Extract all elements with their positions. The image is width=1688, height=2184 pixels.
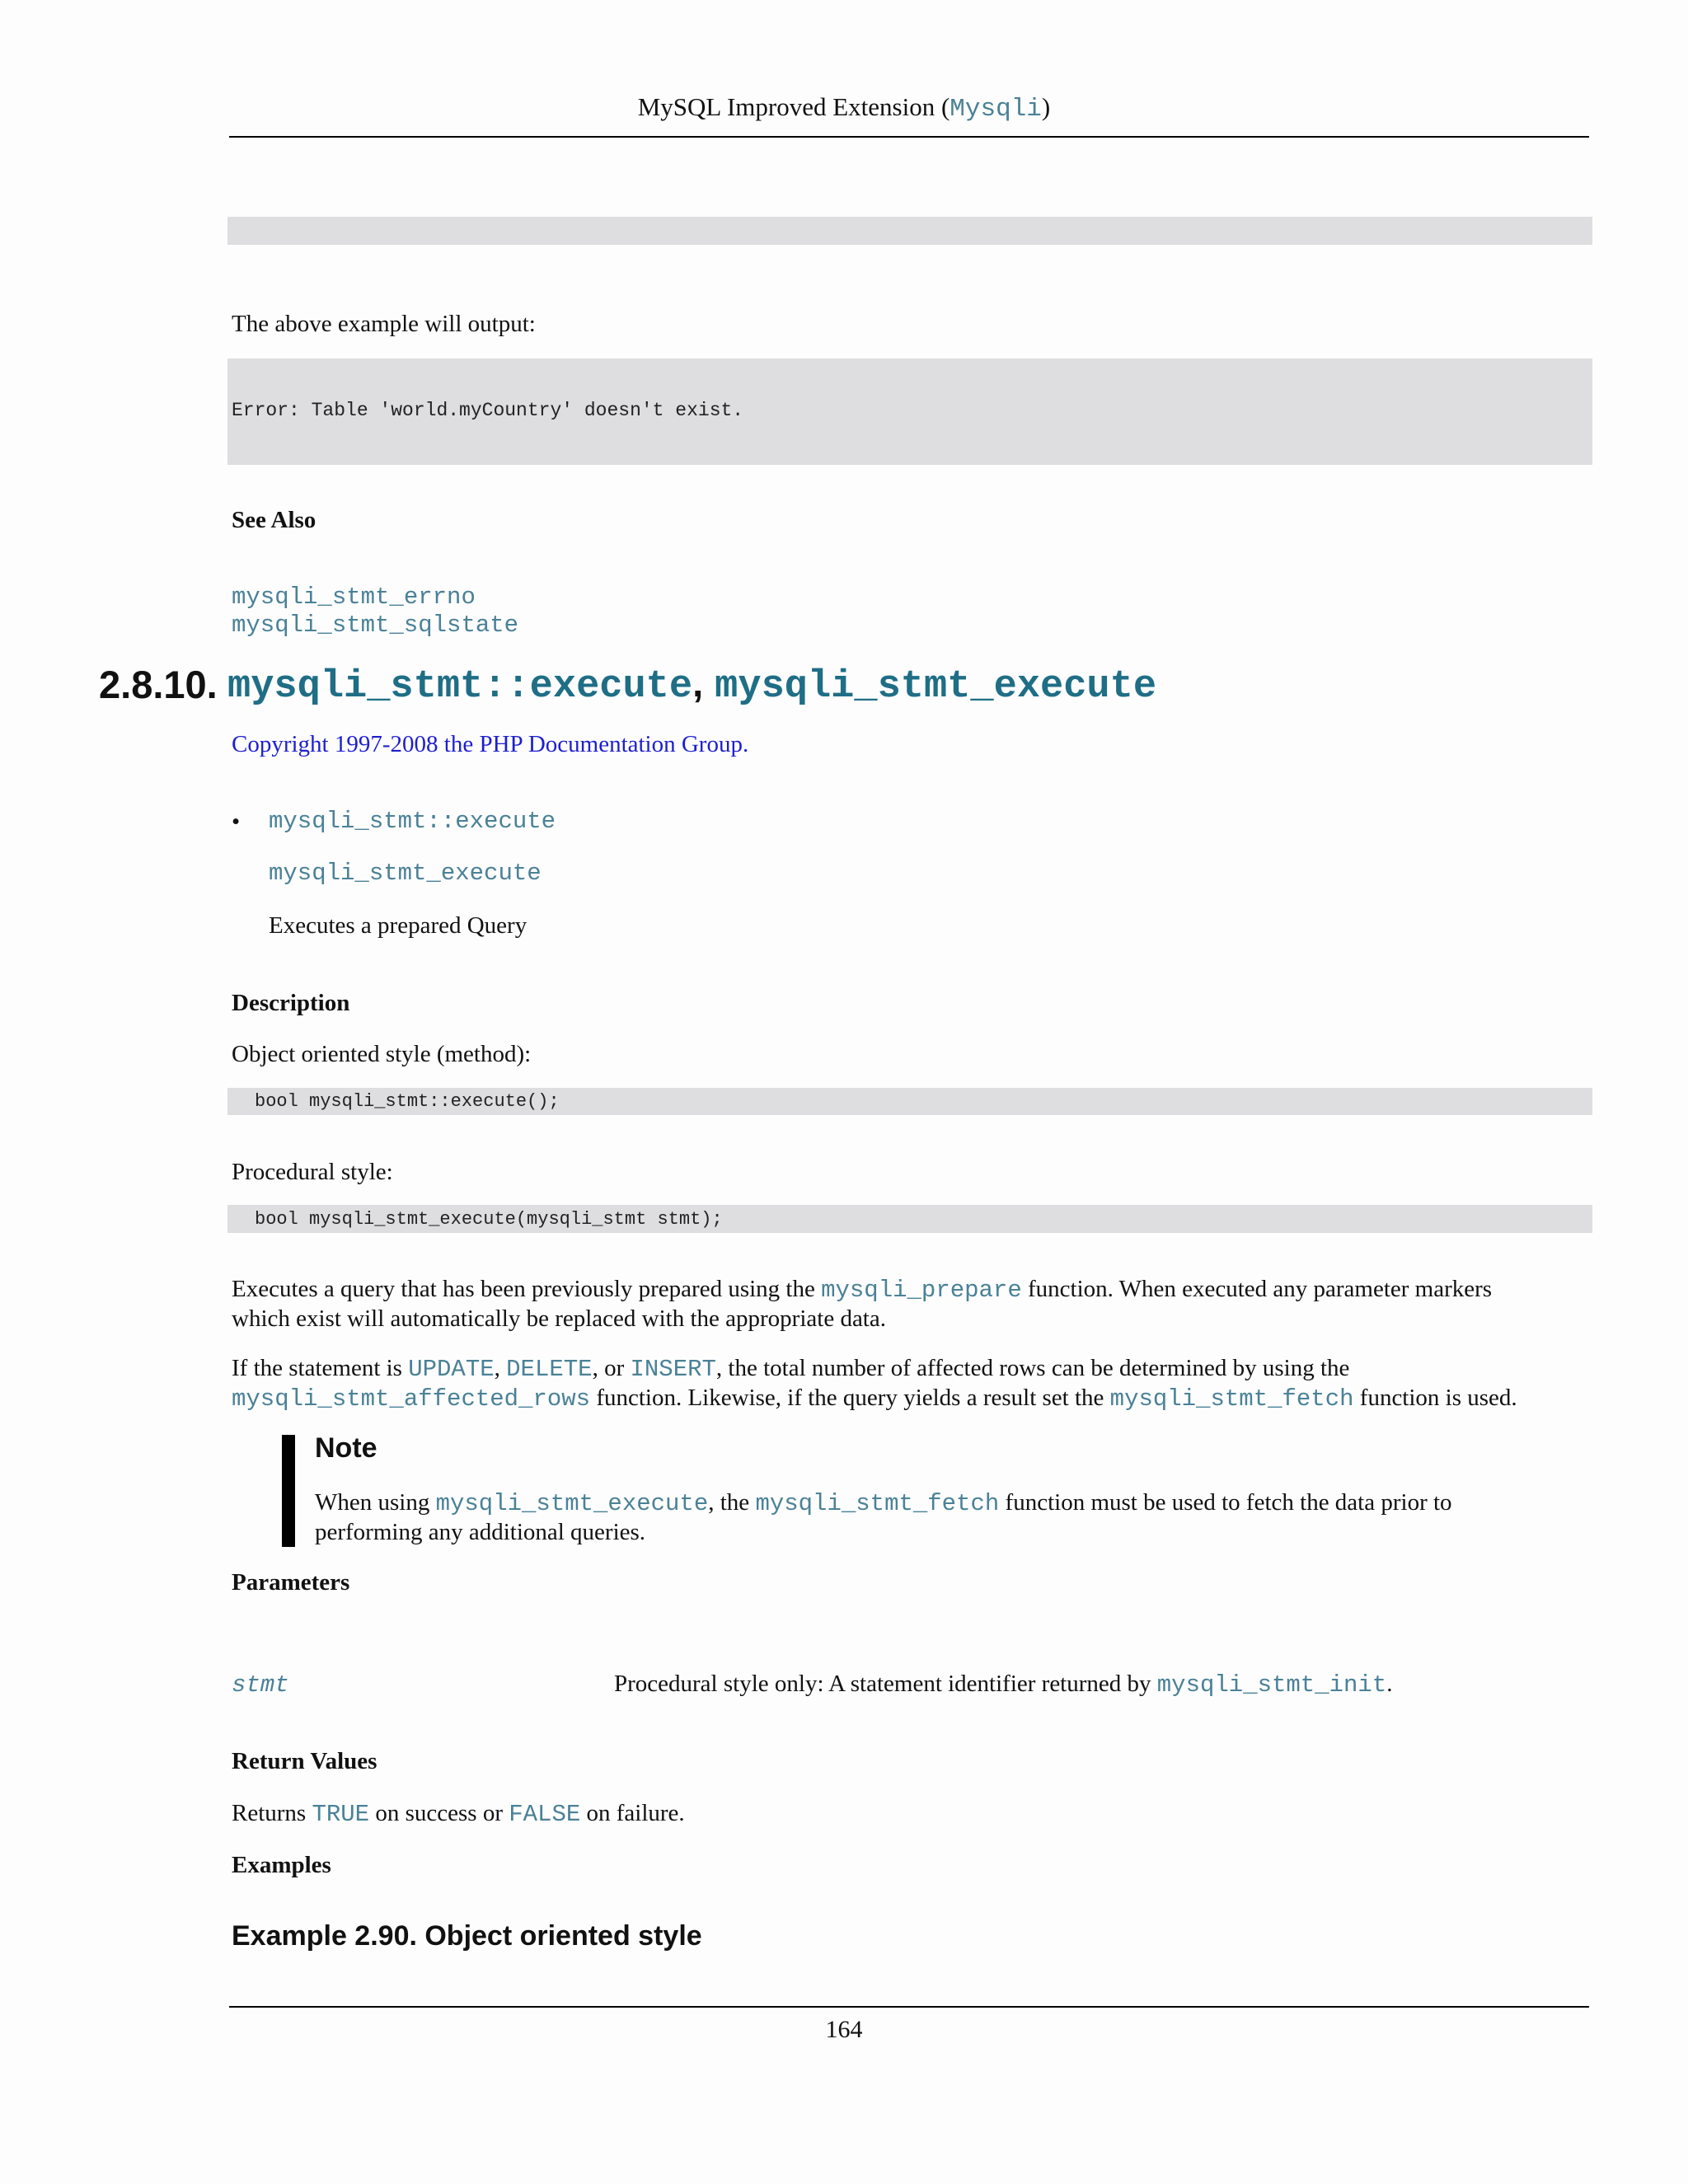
copyright-link[interactable]: Copyright 1997-2008 the PHP Documentation Group. xyxy=(232,731,749,757)
para2-text-b: , the total number of affected rows can be determined by using the xyxy=(715,1355,1350,1381)
para2-code-insert[interactable]: INSERT xyxy=(630,1356,716,1383)
refname-method[interactable]: mysqli_stmt::execute xyxy=(269,808,556,835)
footer-rule xyxy=(229,2006,1589,2008)
parameter-desc-code[interactable]: mysqli_stmt_init xyxy=(1156,1671,1387,1699)
refpurpose: Executes a prepared Query xyxy=(269,912,528,939)
return-text-c: on failure. xyxy=(580,1800,685,1826)
parameter-name-stmt[interactable]: stmt xyxy=(232,1671,289,1699)
parameter-desc-end: . xyxy=(1386,1671,1393,1697)
return-values-heading: Return Values xyxy=(232,1748,377,1774)
examples-heading: Examples xyxy=(232,1852,331,1878)
see-also-link-errno[interactable]: mysqli_stmt_errno xyxy=(232,583,476,611)
return-code-true[interactable]: TRUE xyxy=(312,1801,370,1828)
see-also-heading: See Also xyxy=(232,507,316,533)
header-title-code[interactable]: Mysqli xyxy=(950,95,1042,124)
oo-synopsis: bool mysqli_stmt::execute(); xyxy=(255,1091,560,1112)
note-line2: performing any additional queries. xyxy=(315,1519,646,1545)
code-block-continuation xyxy=(227,217,1592,245)
para2-code-affected-rows[interactable]: mysqli_stmt_affected_rows xyxy=(232,1385,591,1413)
header-rule xyxy=(229,136,1589,138)
para2-code-fetch[interactable]: mysqli_stmt_fetch xyxy=(1109,1385,1354,1413)
section-title xyxy=(227,660,1156,709)
para2-text-d: function is used. xyxy=(1353,1385,1517,1411)
refname-function[interactable]: mysqli_stmt_execute xyxy=(269,860,542,887)
oo-style-label: Object oriented style (method): xyxy=(232,1041,532,1067)
section-title-b[interactable]: mysqli_stmt_execute xyxy=(715,665,1157,709)
output-code-text: Error: Table 'world.myCountry' doesn't exist. xyxy=(232,400,744,421)
note-code-execute[interactable]: mysqli_stmt_execute xyxy=(435,1490,709,1517)
output-intro: The above example will output: xyxy=(232,311,536,337)
para2-sep2: , or xyxy=(592,1355,631,1381)
see-also-link-sqlstate[interactable]: mysqli_stmt_sqlstate xyxy=(232,612,519,639)
return-code-false[interactable]: FALSE xyxy=(509,1801,581,1828)
return-text-a: Returns xyxy=(232,1800,312,1826)
section-title-separator: , xyxy=(692,661,704,705)
section-title-a[interactable]: mysqli_stmt::execute xyxy=(227,665,693,709)
note-text-a: When using xyxy=(315,1489,436,1516)
note-title: Note xyxy=(315,1432,377,1464)
proc-synopsis: bool mysqli_stmt_execute(mysqli_stmt stmt); xyxy=(255,1209,723,1230)
note-bar xyxy=(282,1435,295,1547)
para2-sep1: , xyxy=(494,1355,507,1381)
example-title: Example 2.90. Object oriented style xyxy=(232,1920,702,1952)
return-text-b: on success or xyxy=(369,1800,509,1826)
description-heading: Description xyxy=(232,990,350,1016)
para2-code-update[interactable]: UPDATE xyxy=(408,1356,495,1383)
parameter-description xyxy=(614,1670,1392,1699)
note-text xyxy=(315,1488,1601,1546)
note-text-c: function must be used to fetch the data prior to xyxy=(999,1489,1452,1516)
para1-text-a: Executes a query that has been previously prepared using the xyxy=(232,1276,822,1302)
return-values-text xyxy=(232,1799,685,1829)
proc-synopsis-box xyxy=(227,1205,1592,1233)
para1-code[interactable]: mysqli_prepare xyxy=(821,1277,1022,1304)
header-title-prefix: MySQL Improved Extension ( xyxy=(637,92,950,121)
procedural-style-label: Procedural style: xyxy=(232,1159,393,1185)
note-text-b: , the xyxy=(708,1489,756,1516)
para2-text-a: If the statement is xyxy=(232,1355,409,1381)
list-bullet: • xyxy=(232,808,241,835)
description-paragraph-1 xyxy=(232,1275,1600,1333)
section-number: 2.8.10. xyxy=(99,663,218,706)
description-paragraph-2 xyxy=(232,1354,1616,1413)
parameter-desc-text: Procedural style only: A statement identifier returned by xyxy=(614,1671,1157,1697)
page-number: 164 xyxy=(825,2016,863,2043)
oo-synopsis-box xyxy=(227,1088,1592,1115)
note-code-fetch[interactable]: mysqli_stmt_fetch xyxy=(755,1490,1000,1517)
para1-text-b: function. When executed any parameter markers xyxy=(1021,1276,1493,1302)
output-code-block xyxy=(227,359,1592,465)
page-header-title xyxy=(0,92,1688,124)
para2-code-delete[interactable]: DELETE xyxy=(506,1356,593,1383)
para1-line2: which exist will automatically be replaced with the appropriate data. xyxy=(232,1305,886,1332)
para2-text-c: function. Likewise, if the query yields a result set the xyxy=(590,1385,1110,1411)
parameters-heading: Parameters xyxy=(232,1569,350,1596)
header-title-suffix: ) xyxy=(1041,92,1051,121)
